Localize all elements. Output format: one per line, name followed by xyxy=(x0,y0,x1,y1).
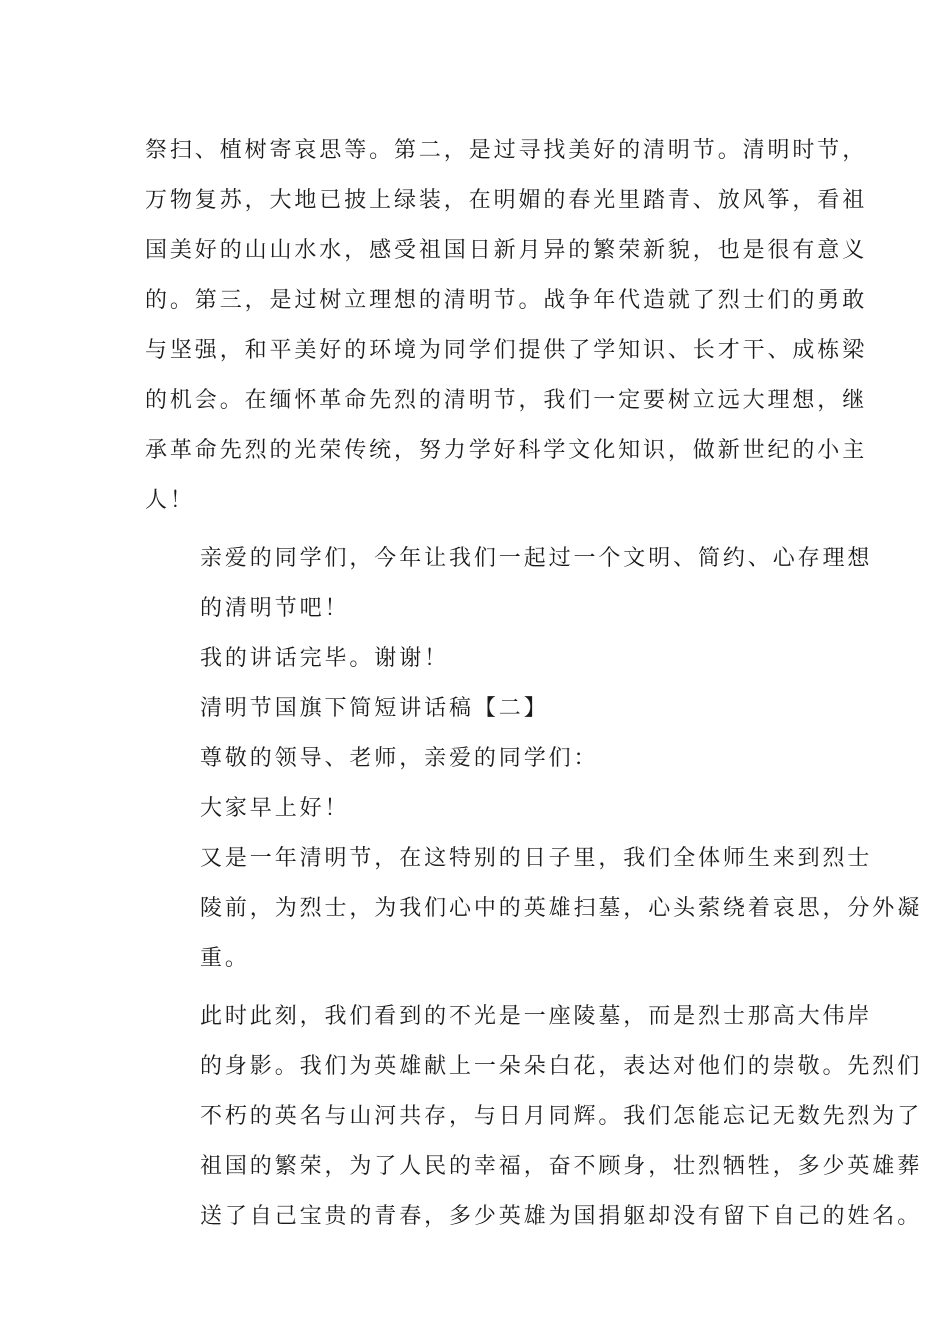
text-line: 的。第三，是过树立理想的清明节。战争年代造就了烈士们的勇敢 xyxy=(145,288,868,313)
paragraph-salutation xyxy=(145,734,807,784)
text-line: 的身影。我们为英雄献上一朵朵白花，表达对他们的崇敬。先烈们 xyxy=(200,1054,923,1079)
text-line: 亲爱的同学们，今年让我们一起过一个文明、简约、心存理想 xyxy=(200,546,873,571)
text-line: 此时此刻，我们看到的不光是一座陵墓，而是烈士那高大伟岸 xyxy=(200,1004,873,1029)
text-line: 清明节国旗下简短讲话稿【二】 xyxy=(200,696,549,721)
text-line: 我的讲话完毕。谢谢！ xyxy=(200,646,450,671)
text-line: 重。 xyxy=(200,946,250,971)
text-line: 人！ xyxy=(145,488,195,513)
text-line: 又是一年清明节，在这特别的日子里，我们全体师生来到烈士 xyxy=(200,846,873,871)
text-line: 祖国的繁荣，为了人民的幸福，奋不顾身，壮烈牺牲，多少英雄葬 xyxy=(200,1154,923,1179)
text-line: 送了自己宝贵的青春，多少英雄为国捐躯却没有留下自己的姓名。 xyxy=(200,1204,923,1229)
section-heading-speech-two xyxy=(145,684,807,734)
text-line: 的机会。在缅怀革命先烈的清明节，我们一定要树立远大理想，继 xyxy=(145,388,868,413)
text-line: 尊敬的领导、老师，亲爱的同学们： xyxy=(200,746,599,771)
paragraph-greeting xyxy=(145,784,807,834)
text-line: 承革命先烈的光荣传统，努力学好科学文化知识，做新世纪的小主 xyxy=(145,438,868,463)
text-line: 国美好的山山水水，感受祖国日新月异的繁荣新貌，也是很有意义 xyxy=(145,238,868,263)
text-line: 不朽的英名与山河共存，与日月同辉。我们怎能忘记无数先烈为了 xyxy=(200,1104,923,1129)
paragraph-tomb-sweeping xyxy=(145,834,923,984)
paragraph-speech-end xyxy=(145,634,807,684)
document-body xyxy=(145,126,923,1242)
paragraph-ways-of-observing xyxy=(145,126,868,526)
text-line: 祭扫、植树寄哀思等。第二，是过寻找美好的清明节。清明时节， xyxy=(145,138,868,163)
text-line: 万物复苏，大地已披上绿装，在明媚的春光里踏青、放风筝，看祖 xyxy=(145,188,868,213)
text-line: 大家早上好！ xyxy=(200,796,350,821)
paragraph-martyrs-tribute xyxy=(145,992,923,1242)
text-line: 与坚强，和平美好的环境为同学们提供了学知识、长才干、成栋梁 xyxy=(145,338,868,363)
text-line: 陵前，为烈士，为我们心中的英雄扫墓，心头萦绕着哀思，分外凝 xyxy=(200,896,923,921)
text-line: 的清明节吧！ xyxy=(200,596,350,621)
paragraph-closing-appeal xyxy=(145,534,873,634)
